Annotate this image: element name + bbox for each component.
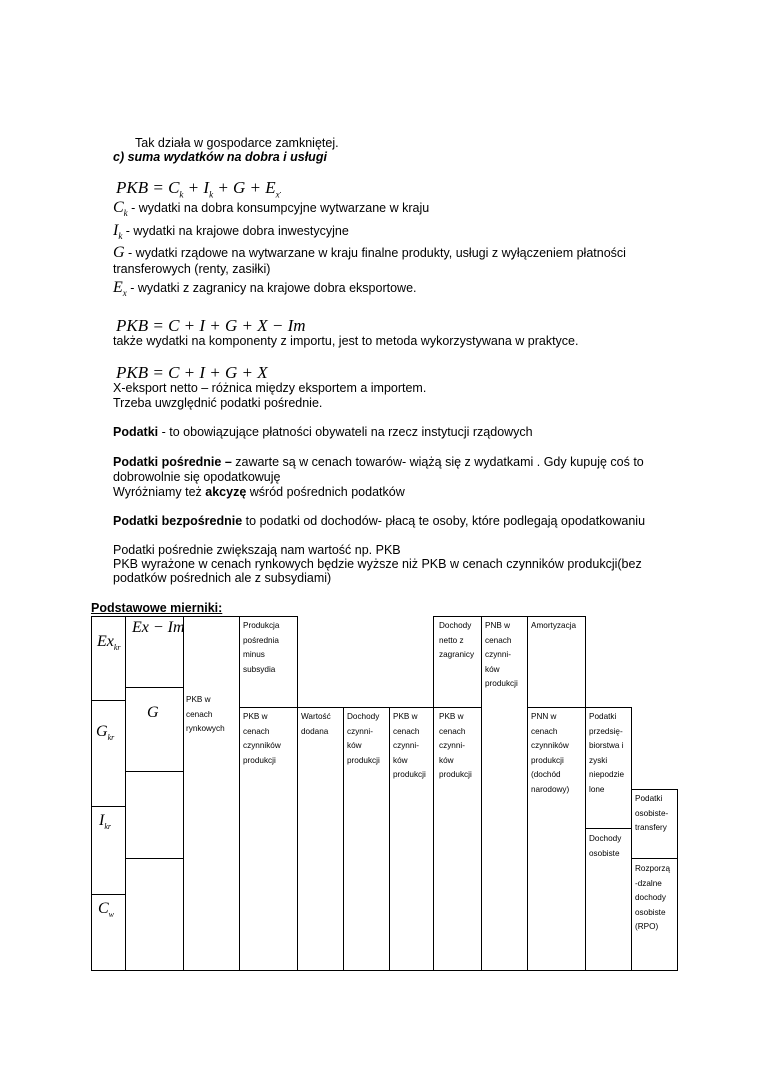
text-line: Trzeba uwzględnić podatki pośrednie. [113, 396, 323, 410]
cell-line: Podatki [635, 794, 663, 803]
cell-line: produkcji [439, 770, 472, 780]
text-line: dobrowolnie się opodatkowuję [113, 470, 281, 484]
cell-line: niepodzie [589, 770, 625, 780]
cell-line: zagranicy [439, 650, 475, 660]
cell-line: czynni- [393, 741, 419, 751]
cell-rpo [635, 862, 670, 935]
definition-ex: $E_x$ - wydatki z zagranicy na krajowe dobra eksportowe. [113, 279, 417, 299]
cell-line: produkcji [243, 755, 276, 765]
cell-wartosc-dodana [301, 710, 331, 739]
text-line: Podatki pośrednie zwiększają nam wartość np. PKB [113, 543, 401, 557]
cell-line: cenach [485, 635, 512, 645]
cell-line: zyski [589, 755, 608, 765]
symbol-g: G [147, 704, 159, 721]
cell-line: czynników [531, 741, 569, 751]
text-line: podatków pośrednich ale z subsydiami) [113, 571, 332, 585]
cell-line: Amortyzacja [531, 621, 577, 630]
cell-line: PKB w [186, 695, 211, 704]
cell-line: ków [485, 664, 500, 674]
text-line: Tak działa w gospodarce zamkniętej. [135, 136, 339, 150]
definition-ck: $C_k$ - wydatki na dobra konsumpcyjne wytwarzane w kraju [113, 199, 430, 219]
cell-line: osobiste- [635, 808, 669, 818]
cell-line: ków [439, 755, 454, 765]
cell-line: subsydia [243, 664, 276, 674]
equation-3: PKB = C + I + G + X [116, 363, 268, 382]
cell-line: ków [393, 755, 408, 765]
cell-line: PKB w [439, 712, 464, 721]
cell-line: produkcji [531, 755, 564, 765]
section-heading: c) suma wydatków na dobra i usługi [113, 150, 327, 164]
cell-dochody-osobiste [589, 832, 621, 861]
cell-line: produkcji [347, 755, 380, 765]
cell-podatki-osobiste [635, 792, 668, 836]
cell-line: osobiste [635, 907, 666, 917]
akcyza-line: Wyróżniamy też akcyzę wśród pośrednich podatków [113, 485, 405, 499]
cell-line: pośrednia [243, 635, 279, 645]
cell-line: transfery [635, 823, 667, 833]
cell-dochody-czynnikow [347, 710, 380, 768]
cell-line: -dzalne [635, 878, 662, 888]
cell-dochody-netto [439, 619, 474, 663]
cell-line: cenach [531, 726, 558, 736]
symbol-c-w: $C_w$ [98, 900, 115, 920]
cell-pnn [531, 710, 569, 798]
cell-line: netto z [439, 635, 464, 645]
cell-line: Dochody [347, 712, 380, 721]
podatki-definition: Podatki - to obowiązujące płatności obywateli na rzecz instytucji rządowych [113, 425, 533, 439]
cell-line: cenach [186, 709, 213, 719]
cell-pkb-czynnikow-2 [393, 710, 426, 783]
cell-pnb [485, 619, 518, 692]
cell-line: PKB w [243, 712, 268, 721]
text-line: PKB wyrażone w cenach rynkowych będzie wyższe niż PKB w cenach czynników produkcji(bez [113, 557, 642, 571]
cell-line: PKB w [393, 712, 418, 721]
cell-line: czynni- [347, 726, 373, 736]
symbol-i-kr: $I_{kr}$ [99, 812, 111, 832]
cell-line: rynkowych [186, 724, 225, 734]
cell-line: PNN w [531, 712, 557, 721]
cell-amortyzacja [531, 619, 576, 634]
cell-line: Wartość [301, 712, 331, 721]
cell-produkcja-posrednia [243, 619, 279, 677]
cell-line: (dochód [531, 770, 561, 780]
symbol-ex-im: Ex − Im [132, 619, 185, 636]
cell-line: czynni- [485, 650, 511, 660]
cell-line: cenach [243, 726, 270, 736]
cell-line: przedsię- [589, 726, 623, 736]
equation-2: PKB = C + I + G + X − Im [116, 316, 306, 335]
cell-line: Dochody [439, 621, 472, 630]
text-line: także wydatki na komponenty z importu, jest to metoda wykorzystywana w praktyce. [113, 334, 579, 348]
cell-line: PNB w [485, 621, 511, 630]
cell-line: dochody [635, 893, 666, 903]
cell-line: ków [347, 741, 362, 751]
cell-line: lone [589, 784, 605, 794]
cell-line: Podatki [589, 712, 617, 721]
cell-pkb-czynnikow-1 [243, 710, 281, 768]
cell-line: Rozporzą [635, 864, 671, 873]
equation-1: PKB = $C_k + I_k + G + E_x$. [116, 178, 282, 200]
cell-line: narodowy) [531, 784, 570, 794]
cell-line: cenach [393, 726, 420, 736]
text-line: X-eksport netto – różnica między eksportem a importem. [113, 381, 427, 395]
cell-line: Dochody [589, 834, 622, 843]
cell-line: (RPO) [635, 922, 659, 932]
cell-line: cenach [439, 726, 466, 736]
definition-g-cont: transferowych (renty, zasiłki) [113, 262, 271, 276]
podatki-posrednie: Podatki pośrednie – zawarte są w cenach towarów- wiążą się z wydatkami . Gdy kupuję coś to [113, 455, 644, 469]
cell-line: czynników [243, 741, 281, 751]
cell-line: produkcji [485, 679, 518, 689]
podatki-bezposrednie: Podatki bezpośrednie to podatki od dochodów- płacą te osoby, które podlegają opodatkowaniu [113, 514, 646, 528]
cell-line: minus [243, 650, 265, 660]
cell-podatki-przedsiebiorstwa [589, 710, 624, 798]
symbol-g-kr: $G_{kr}$ [96, 723, 115, 743]
cell-line: biorstwa i [589, 741, 624, 751]
table-heading: Podstawowe mierniki: [91, 601, 223, 615]
cell-line: czynni- [439, 741, 465, 751]
cell-line: Produkcja [243, 621, 280, 630]
cell-line: dodana [301, 726, 329, 736]
definition-g: G - wydatki rządowe na wytwarzane w kraju finalne produkty, usługi z wyłączeniem płatności [113, 244, 626, 261]
definition-ik: $I_k$ - wydatki na krajowe dobra inwestycyjne [113, 222, 349, 242]
cell-line: osobiste [589, 848, 620, 858]
symbol-ex-kr: $Ex_{kr}$ [97, 633, 121, 653]
cell-pkb-rynkowych [186, 693, 225, 737]
cell-pkb-czynnikow-3 [439, 710, 472, 783]
cell-line: produkcji [393, 770, 426, 780]
